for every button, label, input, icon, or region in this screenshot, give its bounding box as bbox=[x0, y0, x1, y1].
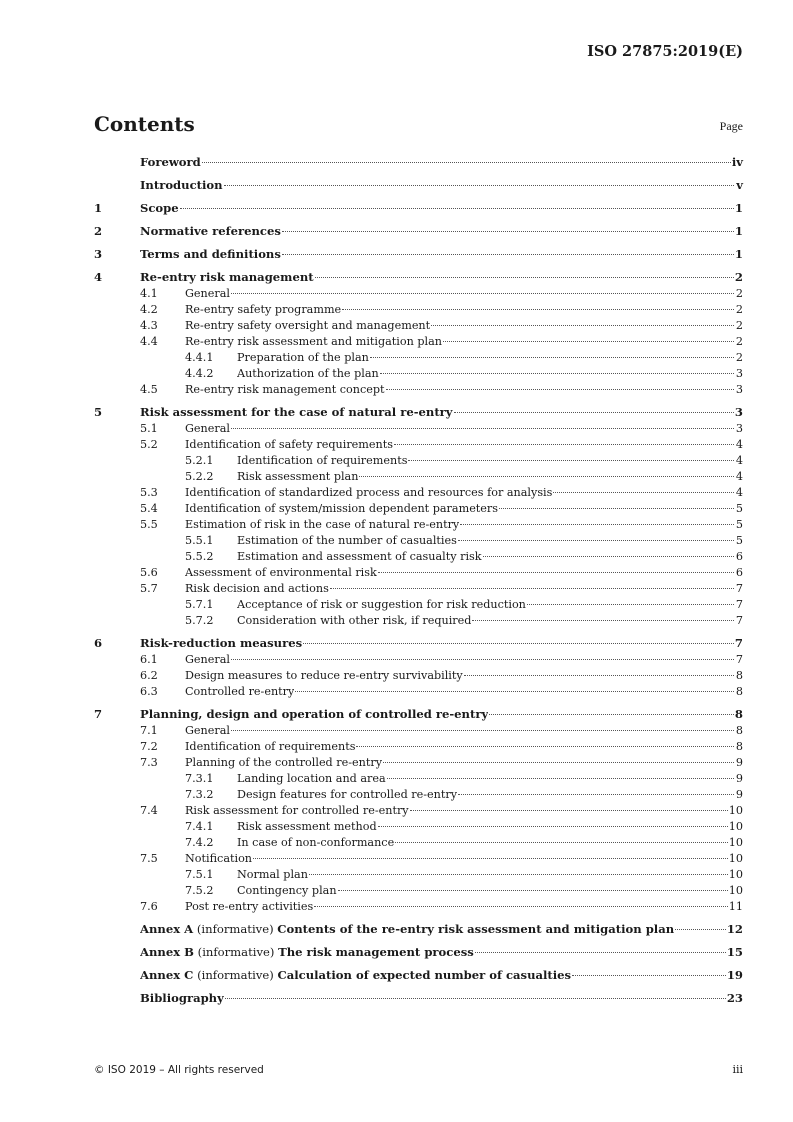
toc-entry-page: 9 bbox=[735, 788, 743, 801]
toc-entry-title[interactable] bbox=[185, 684, 294, 700]
dot-leader bbox=[394, 444, 734, 445]
toc-entry-title[interactable] bbox=[185, 286, 230, 302]
toc-entry-page: 19 bbox=[726, 968, 743, 982]
toc-entry[interactable] bbox=[94, 268, 743, 286]
toc-entry-number: 4.1 bbox=[140, 287, 158, 300]
toc-entry-title[interactable] bbox=[140, 705, 488, 723]
toc-entry-page: 4 bbox=[735, 470, 743, 483]
dot-leader bbox=[483, 556, 734, 557]
toc-entry-title-text: Re-entry risk management concept bbox=[185, 383, 385, 396]
dot-leader bbox=[527, 604, 734, 605]
toc-entry-page: 10 bbox=[728, 884, 743, 897]
toc-entry-page: 3 bbox=[735, 383, 743, 396]
toc-entry-page: 11 bbox=[728, 900, 743, 913]
toc-entry-page: v bbox=[736, 178, 743, 192]
toc-entry-page: 7 bbox=[735, 653, 743, 666]
toc-entry-title-text: Identification of standardized process and resources for analysis bbox=[185, 486, 553, 499]
toc-entry-page: 10 bbox=[728, 868, 743, 881]
toc-entry-title[interactable] bbox=[185, 755, 382, 771]
toc-entry-number: 5.5.1 bbox=[185, 534, 214, 547]
annex-title-text: The risk management process bbox=[278, 945, 474, 959]
dot-leader bbox=[387, 778, 734, 779]
toc-entry-number: 7.1 bbox=[140, 724, 158, 737]
dot-leader bbox=[282, 231, 734, 232]
toc-entry-title-text: Normal plan bbox=[237, 868, 308, 881]
toc-entry-title[interactable] bbox=[140, 176, 223, 194]
toc-entry-title[interactable] bbox=[140, 245, 281, 263]
toc-entry-title[interactable] bbox=[185, 723, 230, 739]
toc-entry-page: 7 bbox=[735, 598, 743, 611]
toc-entry-title-text: Post re-entry activities bbox=[185, 900, 314, 913]
toc-entry-title[interactable] bbox=[237, 819, 377, 835]
dot-leader bbox=[224, 185, 734, 186]
toc-entry-page: 4 bbox=[735, 486, 743, 499]
toc-entry-page: 1 bbox=[734, 247, 743, 261]
dot-leader bbox=[378, 826, 728, 827]
toc-entry-page: 7 bbox=[734, 636, 743, 650]
toc-entry-title[interactable] bbox=[140, 920, 674, 938]
toc-entry[interactable] bbox=[94, 199, 743, 217]
toc-entry-title-text: General bbox=[185, 422, 230, 435]
dot-leader bbox=[225, 998, 726, 999]
toc-entry-title[interactable] bbox=[185, 899, 313, 915]
toc-entry-title-text: Scope bbox=[140, 201, 179, 215]
toc-entry-page: 7 bbox=[735, 582, 743, 595]
toc-entry[interactable] bbox=[94, 453, 743, 469]
dot-leader bbox=[202, 162, 731, 163]
toc-entry-page: 5 bbox=[735, 502, 743, 515]
dot-leader bbox=[359, 476, 734, 477]
dot-leader bbox=[231, 659, 734, 660]
toc-entry-title[interactable] bbox=[185, 318, 430, 334]
toc-entry-title-text: In case of non-conformance bbox=[237, 836, 395, 849]
toc-entry-page: 8 bbox=[735, 740, 743, 753]
toc-entry-title[interactable] bbox=[140, 153, 201, 171]
toc-entry-page: 23 bbox=[726, 991, 743, 1005]
toc-entry[interactable] bbox=[94, 851, 743, 867]
dot-leader bbox=[460, 524, 734, 525]
toc-entry-number: 5.7.1 bbox=[185, 598, 214, 611]
toc-entry[interactable] bbox=[94, 421, 743, 437]
toc-entry-page: 4 bbox=[735, 438, 743, 451]
toc-entry-title[interactable] bbox=[185, 517, 459, 533]
toc-entry[interactable] bbox=[94, 835, 743, 851]
toc-entry-title-text: Preparation of the plan bbox=[237, 351, 369, 364]
toc-entry-title[interactable] bbox=[237, 597, 526, 613]
toc-entry[interactable] bbox=[94, 899, 743, 915]
toc-entry-number: 5.7.2 bbox=[185, 614, 214, 627]
toc-entry-number: 4.4 bbox=[140, 335, 158, 348]
toc-entry[interactable] bbox=[94, 318, 743, 334]
dot-leader bbox=[443, 341, 734, 342]
toc-entry-title-text: Risk assessment for the case of natural re-entry bbox=[140, 405, 453, 419]
toc-entry-number: 7.5.1 bbox=[185, 868, 214, 881]
toc-entry-title[interactable] bbox=[237, 835, 394, 851]
toc-entry-page: 2 bbox=[735, 303, 743, 316]
toc-entry-title-text: General bbox=[185, 287, 230, 300]
toc-entry-number: 7.4 bbox=[140, 804, 158, 817]
toc-entry-title[interactable] bbox=[237, 613, 471, 629]
dot-leader bbox=[303, 643, 734, 644]
toc-entry-title[interactable] bbox=[237, 366, 379, 382]
toc-entry-title[interactable] bbox=[185, 334, 442, 350]
toc-entry-number: 7.6 bbox=[140, 900, 158, 913]
toc-entry-title-text: Identification of system/mission dependent parameters bbox=[185, 502, 499, 515]
toc-entry-title[interactable] bbox=[237, 549, 482, 565]
toc-entry[interactable] bbox=[94, 684, 743, 700]
toc-entry-page: 1 bbox=[734, 201, 743, 215]
toc-entry-title[interactable] bbox=[185, 803, 409, 819]
toc-entry[interactable] bbox=[94, 787, 743, 803]
toc-entry[interactable] bbox=[94, 501, 743, 517]
toc-entry[interactable] bbox=[94, 634, 743, 652]
toc-entry[interactable] bbox=[94, 485, 743, 501]
toc-entry-title-text: Risk-reduction measures bbox=[140, 636, 303, 650]
toc-entry-page: 3 bbox=[734, 405, 743, 419]
toc-entry-title-text: Landing location and area bbox=[237, 772, 386, 785]
toc-entry-title[interactable] bbox=[140, 199, 179, 217]
toc-entry[interactable] bbox=[94, 176, 743, 194]
toc-entry-title-text: Acceptance of risk or suggestion for risk reduction bbox=[237, 598, 526, 611]
toc-entry-page: 4 bbox=[735, 454, 743, 467]
toc-entry-title[interactable] bbox=[140, 403, 453, 421]
toc-entry-page: 5 bbox=[735, 534, 743, 547]
annex-type-label: (informative) bbox=[193, 968, 278, 982]
dot-leader bbox=[383, 762, 734, 763]
toc-entry-number: 4.4.2 bbox=[185, 367, 214, 380]
toc-entry[interactable] bbox=[94, 245, 743, 263]
toc-entry-page: 8 bbox=[735, 724, 743, 737]
toc-entry[interactable] bbox=[94, 920, 743, 938]
toc-entry-page: 8 bbox=[735, 669, 743, 682]
dot-leader bbox=[231, 293, 734, 294]
toc-entry-number: 4 bbox=[94, 270, 103, 284]
toc-entry-title-text: Design measures to reduce re-entry survivability bbox=[185, 669, 463, 682]
dot-leader bbox=[342, 309, 734, 310]
toc-entry-page: 10 bbox=[728, 820, 743, 833]
dot-leader bbox=[309, 874, 728, 875]
toc-entry[interactable] bbox=[94, 286, 743, 302]
toc-entry-title-text: Estimation of the number of casualties bbox=[237, 534, 457, 547]
toc-entry[interactable] bbox=[94, 222, 743, 240]
toc-entry-page: 1 bbox=[734, 224, 743, 238]
toc-entry-title[interactable] bbox=[237, 787, 457, 803]
toc-entry-page: 2 bbox=[735, 287, 743, 300]
dot-leader bbox=[356, 746, 734, 747]
dot-leader bbox=[314, 906, 728, 907]
toc-entry-page: 6 bbox=[735, 550, 743, 563]
toc-entry-number: 5.7 bbox=[140, 582, 158, 595]
toc-entry-title[interactable] bbox=[140, 989, 224, 1007]
toc-entry[interactable] bbox=[94, 613, 743, 629]
toc-entry-page: iv bbox=[731, 155, 743, 169]
toc-entry[interactable] bbox=[94, 350, 743, 366]
toc-entry[interactable] bbox=[94, 771, 743, 787]
toc-entry-number: 7.3 bbox=[140, 756, 158, 769]
annex-type-label: (informative) bbox=[193, 945, 279, 959]
toc-entry-number: 3 bbox=[94, 247, 103, 261]
toc-entry[interactable] bbox=[94, 819, 743, 835]
page-number: iii bbox=[732, 1063, 743, 1076]
dot-leader bbox=[395, 842, 728, 843]
dot-leader bbox=[572, 975, 726, 976]
toc-entry-page: 10 bbox=[728, 804, 743, 817]
toc-entry-number: 5.2.1 bbox=[185, 454, 214, 467]
toc-entry-title-text: Foreword bbox=[140, 155, 201, 169]
toc-entry[interactable] bbox=[94, 723, 743, 739]
dot-leader bbox=[180, 208, 734, 209]
toc-entry-page: 2 bbox=[735, 351, 743, 364]
toc-entry[interactable] bbox=[94, 382, 743, 398]
toc-entry-number: 6.3 bbox=[140, 685, 158, 698]
toc-entry-title[interactable] bbox=[185, 437, 393, 453]
toc-entry-title-text: Annex C bbox=[140, 968, 194, 982]
toc-entry-title-text: General bbox=[185, 724, 230, 737]
dot-leader bbox=[408, 460, 734, 461]
dot-leader bbox=[315, 277, 734, 278]
toc-entry-page: 2 bbox=[735, 335, 743, 348]
toc-entry[interactable] bbox=[94, 705, 743, 723]
toc-entry-page: 8 bbox=[734, 707, 743, 721]
toc-entry-title[interactable] bbox=[237, 453, 407, 469]
toc-entry-title[interactable] bbox=[237, 771, 386, 787]
dot-leader bbox=[458, 794, 734, 795]
toc-entry-number: 7.2 bbox=[140, 740, 158, 753]
toc-entry-title[interactable] bbox=[185, 302, 341, 318]
dot-leader bbox=[378, 572, 734, 573]
toc-entry[interactable] bbox=[94, 739, 743, 755]
toc-entry[interactable] bbox=[94, 437, 743, 453]
toc-entry-number: 7.4.1 bbox=[185, 820, 214, 833]
toc-entry[interactable] bbox=[94, 883, 743, 899]
dot-leader bbox=[330, 588, 734, 589]
toc-entry-title[interactable] bbox=[185, 668, 463, 684]
toc-entry-title-text: Re-entry risk assessment and mitigation plan bbox=[185, 335, 442, 348]
annex-type-label: (informative) bbox=[193, 922, 278, 936]
dot-leader bbox=[231, 730, 734, 731]
toc-entry-title-text: Design features for controlled re-entry bbox=[237, 788, 458, 801]
toc-entry-page: 2 bbox=[735, 319, 743, 332]
table-of-contents bbox=[94, 153, 743, 1007]
toc-entry-title-text: Risk assessment for controlled re-entry bbox=[185, 804, 409, 817]
toc-entry-title-text: Estimation and assessment of casualty risk bbox=[237, 550, 482, 563]
toc-entry-title[interactable] bbox=[237, 867, 308, 883]
toc-entry-title-text: Contingency plan bbox=[237, 884, 337, 897]
toc-entry-title-text: Terms and definitions bbox=[140, 247, 281, 261]
dot-leader bbox=[431, 325, 734, 326]
toc-entry[interactable] bbox=[94, 943, 743, 961]
toc-entry-page: 2 bbox=[734, 270, 743, 284]
toc-entry-number: 5.2.2 bbox=[185, 470, 214, 483]
toc-entry-number: 5.4 bbox=[140, 502, 158, 515]
toc-entry[interactable] bbox=[94, 668, 743, 684]
toc-entry-title-text: Controlled re-entry bbox=[185, 685, 295, 698]
toc-entry-title[interactable] bbox=[185, 652, 230, 668]
toc-entry[interactable] bbox=[94, 803, 743, 819]
toc-entry-title-text: Bibliography bbox=[140, 991, 224, 1005]
toc-entry-number: 2 bbox=[94, 224, 103, 238]
toc-entry[interactable] bbox=[94, 867, 743, 883]
toc-entry[interactable] bbox=[94, 989, 743, 1007]
toc-entry[interactable] bbox=[94, 366, 743, 382]
toc-entry-number: 4.4.1 bbox=[185, 351, 214, 364]
toc-entry-title[interactable] bbox=[185, 382, 385, 398]
dot-leader bbox=[499, 508, 734, 509]
annex-title-text: Calculation of expected number of casualties bbox=[277, 968, 572, 982]
dot-leader bbox=[489, 714, 734, 715]
toc-entry-title[interactable] bbox=[140, 966, 571, 984]
dot-leader bbox=[370, 357, 734, 358]
dot-leader bbox=[454, 412, 734, 413]
toc-entry[interactable] bbox=[94, 334, 743, 350]
dot-leader bbox=[410, 810, 728, 811]
dot-leader bbox=[458, 540, 734, 541]
toc-entry-number: 4.3 bbox=[140, 319, 158, 332]
toc-entry-number: 5.5.2 bbox=[185, 550, 214, 563]
toc-entry-number: 1 bbox=[94, 201, 103, 215]
toc-entry-number: 6.2 bbox=[140, 669, 158, 682]
toc-entry[interactable] bbox=[94, 469, 743, 485]
toc-entry-page: 15 bbox=[726, 945, 743, 959]
toc-entry-number: 6.1 bbox=[140, 653, 158, 666]
toc-entry[interactable] bbox=[94, 597, 743, 613]
document-id: ISO 27875:2019(E) bbox=[587, 43, 743, 60]
toc-entry-number: 5.1 bbox=[140, 422, 158, 435]
dot-leader bbox=[675, 929, 726, 930]
toc-entry-page: 5 bbox=[735, 518, 743, 531]
toc-entry-title[interactable] bbox=[185, 739, 355, 755]
toc-entry-page: 9 bbox=[735, 772, 743, 785]
toc-entry-title[interactable] bbox=[140, 634, 302, 652]
toc-entry-title-text: Assessment of environmental risk bbox=[185, 566, 377, 579]
dot-leader bbox=[464, 675, 734, 676]
toc-entry-title[interactable] bbox=[185, 501, 498, 517]
dot-leader bbox=[338, 890, 728, 891]
toc-entry-title-text: Annex A bbox=[140, 922, 194, 936]
toc-entry-number: 5 bbox=[94, 405, 103, 419]
toc-entry-number: 5.6 bbox=[140, 566, 158, 579]
toc-entry-title-text: Estimation of risk in the case of natural re-entry bbox=[185, 518, 460, 531]
toc-entry[interactable] bbox=[94, 966, 743, 984]
toc-entry-number: 7.3.1 bbox=[185, 772, 214, 785]
toc-entry-number: 7.3.2 bbox=[185, 788, 214, 801]
dot-leader bbox=[386, 389, 734, 390]
toc-entry[interactable] bbox=[94, 517, 743, 533]
toc-entry-number: 4.2 bbox=[140, 303, 158, 316]
toc-entry[interactable] bbox=[94, 153, 743, 171]
toc-entry-title[interactable] bbox=[185, 565, 377, 581]
toc-entry-title-text: Notification bbox=[185, 852, 253, 865]
toc-entry-title-text: Planning, design and operation of controlled re-entry bbox=[140, 707, 489, 721]
dot-leader bbox=[475, 952, 726, 953]
toc-entry-title-text: Planning of the controlled re-entry bbox=[185, 756, 383, 769]
toc-entry-title-text: Authorization of the plan bbox=[237, 367, 379, 380]
toc-entry-title[interactable] bbox=[237, 533, 457, 549]
toc-entry-page: 3 bbox=[735, 422, 743, 435]
toc-entry-title[interactable] bbox=[237, 350, 369, 366]
toc-entry-title[interactable] bbox=[185, 485, 552, 501]
toc-entry-title[interactable] bbox=[140, 268, 314, 286]
dot-leader bbox=[295, 691, 734, 692]
toc-entry-title[interactable] bbox=[237, 469, 358, 485]
toc-entry-page: 8 bbox=[735, 685, 743, 698]
toc-entry-title-text: Identification of requirements bbox=[237, 454, 408, 467]
toc-entry-number: 6 bbox=[94, 636, 103, 650]
toc-entry-title-text: Risk assessment method bbox=[237, 820, 377, 833]
dot-leader bbox=[553, 492, 734, 493]
toc-entry-title-text: Re-entry safety oversight and management bbox=[185, 319, 431, 332]
page-title: Contents bbox=[94, 112, 195, 136]
toc-entry-page: 9 bbox=[735, 756, 743, 769]
toc-entry[interactable] bbox=[94, 549, 743, 565]
dot-leader bbox=[472, 620, 734, 621]
toc-entry-page: 12 bbox=[726, 922, 743, 936]
toc-entry-title-text: Risk decision and actions bbox=[185, 582, 329, 595]
toc-entry-title-text: Consideration with other risk, if required bbox=[237, 614, 472, 627]
toc-entry-number: 7.5.2 bbox=[185, 884, 214, 897]
toc-entry[interactable] bbox=[94, 581, 743, 597]
toc-entry[interactable] bbox=[94, 533, 743, 549]
toc-entry-number: 5.3 bbox=[140, 486, 158, 499]
annex-title-text: Contents of the re-entry risk assessment and mitigation plan bbox=[277, 922, 675, 936]
toc-entry-page: 10 bbox=[728, 836, 743, 849]
toc-entry[interactable] bbox=[94, 403, 743, 421]
toc-entry-title-text: Normative references bbox=[140, 224, 281, 238]
toc-entry-title-text: Re-entry safety programme bbox=[185, 303, 342, 316]
page-column-label: Page bbox=[719, 119, 743, 133]
toc-entry-number: 4.5 bbox=[140, 383, 158, 396]
toc-entry-page: 10 bbox=[728, 852, 743, 865]
toc-entry-number: 5.2 bbox=[140, 438, 158, 451]
toc-entry-title-text: Identification of safety requirements bbox=[185, 438, 393, 451]
toc-entry-title[interactable] bbox=[185, 421, 230, 437]
toc-entry-title-text: Identification of requirements bbox=[185, 740, 356, 753]
dot-leader bbox=[253, 858, 728, 859]
toc-entry-page: 6 bbox=[735, 566, 743, 579]
dot-leader bbox=[380, 373, 734, 374]
toc-entry[interactable] bbox=[94, 302, 743, 318]
toc-entry-title-text: Re-entry risk management bbox=[140, 270, 314, 284]
toc-entry-title[interactable] bbox=[237, 883, 337, 899]
toc-entry-page: 3 bbox=[735, 367, 743, 380]
toc-entry-title[interactable] bbox=[185, 581, 329, 597]
toc-entry-title[interactable] bbox=[185, 851, 252, 867]
dot-leader bbox=[282, 254, 734, 255]
toc-entry[interactable] bbox=[94, 755, 743, 771]
toc-entry-title-text: Annex B bbox=[140, 945, 194, 959]
copyright-footer: © ISO 2019 – All rights reserved bbox=[94, 1064, 264, 1076]
toc-entry-number: 7.4.2 bbox=[185, 836, 214, 849]
toc-entry-title-text: Risk assessment plan bbox=[237, 470, 359, 483]
toc-entry-title[interactable] bbox=[140, 222, 281, 240]
toc-entry-title-text: General bbox=[185, 653, 230, 666]
toc-entry-number: 7.5 bbox=[140, 852, 158, 865]
toc-entry-page: 7 bbox=[735, 614, 743, 627]
toc-entry[interactable] bbox=[94, 652, 743, 668]
toc-entry-number: 7 bbox=[94, 707, 103, 721]
toc-entry-title[interactable] bbox=[140, 943, 474, 961]
toc-entry-title-text: Introduction bbox=[140, 178, 223, 192]
toc-entry-number: 5.5 bbox=[140, 518, 158, 531]
dot-leader bbox=[231, 428, 734, 429]
toc-entry[interactable] bbox=[94, 565, 743, 581]
